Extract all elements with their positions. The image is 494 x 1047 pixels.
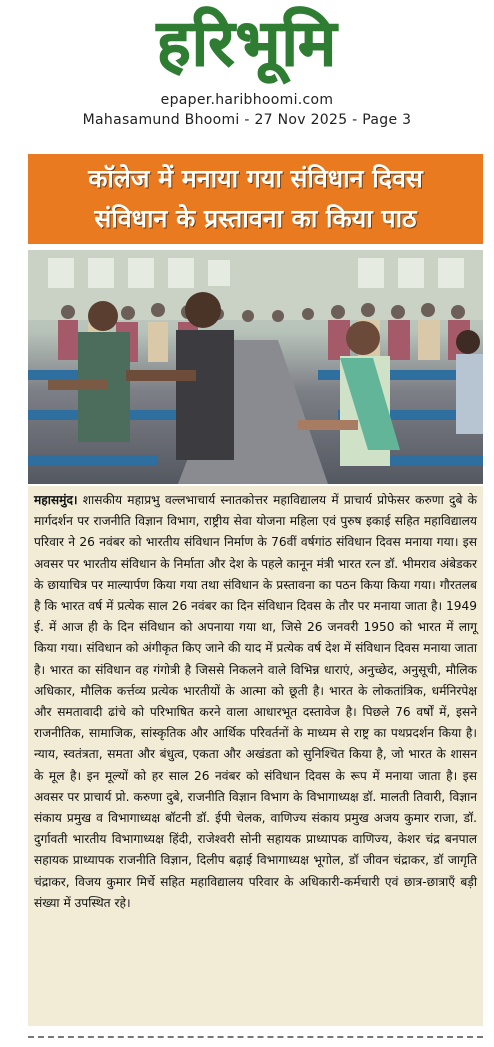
edition-info: Mahasamund Bhoomi - 27 Nov 2025 - Page 3 — [82, 112, 412, 128]
headline-line-1: कॉलेज में मनाया गया संविधान दिवस — [88, 164, 423, 193]
students-and-staff-taking-pledge-icon — [28, 250, 483, 484]
article-paragraph — [34, 490, 477, 914]
dateline: महासमुंद। — [34, 493, 78, 507]
masthead — [0, 0, 494, 88]
news-photo — [28, 250, 483, 484]
headline-line-2: संविधान के प्रस्तावना का किया पाठ — [94, 204, 417, 233]
headline-banner — [28, 154, 483, 244]
haribhoomi-logo[interactable]: हरिभूमि — [156, 7, 338, 81]
bottom-divider — [28, 1036, 483, 1038]
article-text: शासकीय महाप्रभु वल्लभाचार्य स्नातकोत्तर महाविद्यालय में प्राचार्य प्रोफेसर करुणा दुबे के मार्गदर्शन पर राजनीति विज्ञान विभाग, राष्ट्रीय सेवा योजना महिला एवं पुरुष इकाई सहित महाविद्यालय परिवार ने 26 नवंबर को भारतीय संविधान निर्माण के 76वीं वर्षगांठ संविधान दिवस मनाया गया। इस अवसर पर भारतीय संविधान के निर्माता और देश के पहले कानून मंत्री भारत रत्न डॉ. भीमराव अंबेडकर के छायाचित्र पर माल्यार्पण किया गया तथा संविधान के प्रस्तावना का पठन किया किया गया। गौरतलब है कि भारत वर्ष में प्रत्येक साल 26 नवंबर का दिन संविधान दिवस के तौर पर मनाया जाता है। 1949 ई. में आज ही के दिन संविधान को अपनाया गया था, जिसे 26 जनवरी 1950 को भारत में लागू किया गया। संविधान को अंगीकृत किए जाने की याद में प्रत्येक वर्ष देश में संविधान दिवस मनाया जाता है। भारत का संविधान वह गंगोत्री है जिससे निकलने वाले विभिन्न धाराएं, अनुच्छेद, अनुसूची, मौलिक अधिकार, मौलिक कर्त्तव्य प्रत्येक भारतीयों के आत्मा को छूती है। भारत के लोकतांत्रिक, धर्मनिरपेक्ष और समतावादी ढांचे को परिभाषित करने वाला आधारभूत दस्तावेज है। पिछले 76 वर्षों में, इसने राजनीतिक, सामाजिक, सांस्कृतिक और आर्थिक परिवर्तनों के माध्यम से राष्ट्र का पथप्रदर्शन किया है। न्याय, स्वतंत्रता, समता और बंधुत्व, एकता और अखंडता को सुनिश्चित किया है, जो भारत के शासन के मूल है। इन मूल्यों को हर साल 26 नवंबर को संविधान दिवस के रूप में मनाया जाता है। इस अवसर पर प्राचार्य प्रो. करुणा दुबे, राजनीति विज्ञान विभाग के विभागाध्यक्ष डॉ. मालती तिवारी, विज्ञान संकाय प्रमुख व विभागाध्यक्ष बॉटनी डॉ. ईपी चेलक, वाणिज्य संकाय प्रमुख अजय कुमार राजा, डॉ. दुर्गावती भारतीय विभागाध्यक्ष हिंदी, राजेश्वरी सोनी सहायक प्राध्यापक वाणिज्य, केशर चंद्र बनपाल सहायक प्राध्यापक राजनीति विज्ञान, दिलीप बढ़ाई विभागाध्यक्ष भूगोल, डॉ जीवन चंद्राकर, डॉ जागृति चंद्राकर, विजय कुमार मिर्चे सहित महाविद्यालय परिवार के अधिकारी-कर्मचारी एवं छात्र-छात्राएँ बड़ी संख्या में उपस्थित रहे। — [34, 493, 477, 910]
article-body — [28, 486, 483, 1026]
epaper-url[interactable]: epaper.haribhoomi.com — [160, 92, 334, 108]
